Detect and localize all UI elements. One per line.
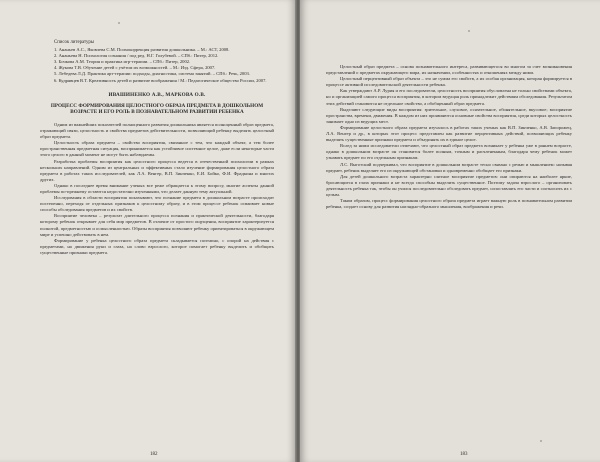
body-paragraph: Л.С. Выготский подчеркивал, что восприятие в дошкольном возрасте тесно связано с речью и мышлением: называя предмет, ребенок выделяет его из окружающей обстановки и одновременно обобщает его признаки. bbox=[326, 161, 572, 173]
right-page bbox=[300, 0, 600, 462]
literature-title: Список литературы bbox=[54, 40, 95, 45]
right-page-text bbox=[326, 64, 572, 210]
body-paragraph: Таким образом, процесс формирования целостного образа предмета играет важную роль в познавательном развитии ребенка, создает основу для развития наглядно-образного мышления, воображения и речи. bbox=[326, 198, 572, 210]
body-paragraph: Вслед за ними исследователи отмечают, что целостный образ предмета возникает у ребенка уже в раннем возрасте, однако в дошкольном возрасте он становится более полным, точным и расчлененным, благодаря чему ребенок может узнавать предмет по его отдельным признакам. bbox=[326, 143, 572, 161]
scan-speck bbox=[540, 440, 542, 442]
body-paragraph: Как утверждают А.Р. Лурия и его последователи, целостность восприятия обусловлена не только свойствами объекта, но и организацией самого процесса восприятия, в котором ведущая роль принадлежит действиям обследования. Результатом этих действий становится не отдельное свойство, а обобщенный образ предмета. bbox=[326, 88, 572, 106]
body-paragraph: Восприятие человека – результат длительного процесса познания и практической деятельности, благодаря которому ребенок открывает для себя мир предметов. В отличие от простого ощущения, восприятие характеризуется полнотой, предметностью и осмысленностью. Образы восприятия позволяют ребенку ориентироваться в окружающем мире и успешно действовать в нем. bbox=[40, 213, 274, 237]
body-paragraph: Однако в последнее время внимание ученых все реже обращается к этому вопросу, многие аспекты данной проблемы по-прежнему остаются недостаточно изученными, что делает данную тему актуальной. bbox=[40, 182, 274, 194]
left-page-text bbox=[40, 40, 274, 256]
reference-item: 6. Кудрявцев В.Т. Креативность детей и развитие воображения / М.: Педагогическое общество России, 2007. bbox=[54, 77, 267, 83]
body-paragraph: Формирование у ребенка целостного образа предмета складывается поэтапно, с опорой на действия с предметами, на движения руки и глаза, на слово взрослого, которое помогает ребенку выделить и обобщить существенные признаки предмета. bbox=[40, 237, 274, 255]
page-number: 182 bbox=[150, 452, 158, 457]
body-paragraph: Целостный перцептивный образ объекта – это не сумма его свойств, а их особая организация, которая формируется в процессе активной исследовательской деятельности ребенка. bbox=[326, 76, 572, 88]
body-paragraph: Одним из важнейших показателей полноценного развития дошкольника является полноценный образ предмета, отражающий связи, целостность и свойства предметов действительности, позволяющий ребенку выделять целостный образ предмета. bbox=[40, 121, 274, 140]
reference-item: 4. Жукова Т.В. Обучение детей с учётом их возможностей. – М.: Изд. Сфера, 2007. bbox=[54, 65, 216, 71]
article-author: ИВАШИНЕНКО А.В., МАРКОВА О.В. bbox=[108, 91, 206, 98]
article-title: ПРОЦЕСС ФОРМИРОВАНИЯ ЦЕЛОСТНОГО ОБРАЗА ПРЕДМЕТА В ДОШКОЛЬНОМ ВОЗРАСТЕ И ЕГО РОЛЬ В ПОЗНАВАТЕЛЬНОМ РАЗВИТИИ РЕБЕНКА bbox=[50, 102, 264, 116]
reference-item: 5. Лебедева Л.Д. Практика арт-терапии: подходы, диагностика, система занятий. – СПб.: Речь, 2003. bbox=[54, 71, 250, 77]
body-paragraph: Целостность образа предмета – свойство восприятия, связанное с тем, что каждый объект, а тем более пространственная предметная ситуация, воспринимается как устойчивое системное целое, даже если некоторые части этого целого в данный момент не могут быть наблюдаемы. bbox=[40, 140, 274, 158]
body-paragraph: Выделяют следующие виды восприятия: зрительное, слуховое, осязательное, обонятельное, вкусовое; восприятие пространства, времени, движения. В каждом из них проявляются основные свойства восприятия, среди которых целостность занимает одно из ведущих мест. bbox=[326, 106, 572, 124]
reference-item: 1. Ананьев А.С., Яковлева С.М. Психокоррекция развития дошкольника. – М.: АСТ, 2008. bbox=[54, 47, 230, 53]
body-paragraph: Исследования в области восприятия показывают, что познание предмета в дошкольном возрасте происходит постепенно, переходя от отдельных признаков к целостному образу, и в этом процессе ребенок осваивает новые способы обследования предметов и их свойств. bbox=[40, 195, 274, 213]
body-paragraph: Целостный образ предмета – основа познавательного интереса, развивающегося во многом за счет возникновения представлений о предметах окружающего мира, их назначении, особенностях и отношениях между ними. bbox=[326, 64, 572, 76]
page-number: 183 bbox=[460, 452, 468, 457]
scan-speck bbox=[468, 30, 470, 32]
body-paragraph: Формирование целостного образа предмета изучалось в работах таких ученых как В.П. Зинченко, А.В. Запорожец, Л.А. Венгер и др., в которых этот процесс представлен как развитие перцептивных действий, позволяющих ребенку выделять существенные признаки предмета и объединять их в единое целое. bbox=[326, 124, 572, 143]
body-paragraph: Разработка проблемы восприятия как целостного процесса ведется в отечественной психологии в рамках нескольких направлений. Одним из центральных и эффективных стало изучение формирования целостного образа предмета в работах таких исследователей, как Л.А. Венгер, В.П. Зинченко, Е.И. Бойко, Ф.И. Фрадкина и многих других. bbox=[40, 158, 274, 182]
body-paragraph: Для детей дошкольного возраста характерно слитное восприятие предметов: они опираются на наиболее яркие, бросающиеся в глаза признаки и не всегда способны выделить существенное. Поэтому задача взрослого – организовать деятельность ребенка так, чтобы он учился последовательно обследовать предмет, сопоставлять его части и соотносить их с целым. bbox=[326, 173, 572, 197]
left-page bbox=[0, 0, 296, 462]
reference-item: 3. Бочкова А.М. Теория и практика игр-терапии. – СПб.: Питер, 2002. bbox=[54, 59, 191, 65]
scan-speck bbox=[118, 22, 120, 24]
reference-item: 2. Ананьева Н. Психология сознания / под ред. Н.Г. Голубевой. – СПб.: Питер, 2012. bbox=[54, 53, 219, 59]
